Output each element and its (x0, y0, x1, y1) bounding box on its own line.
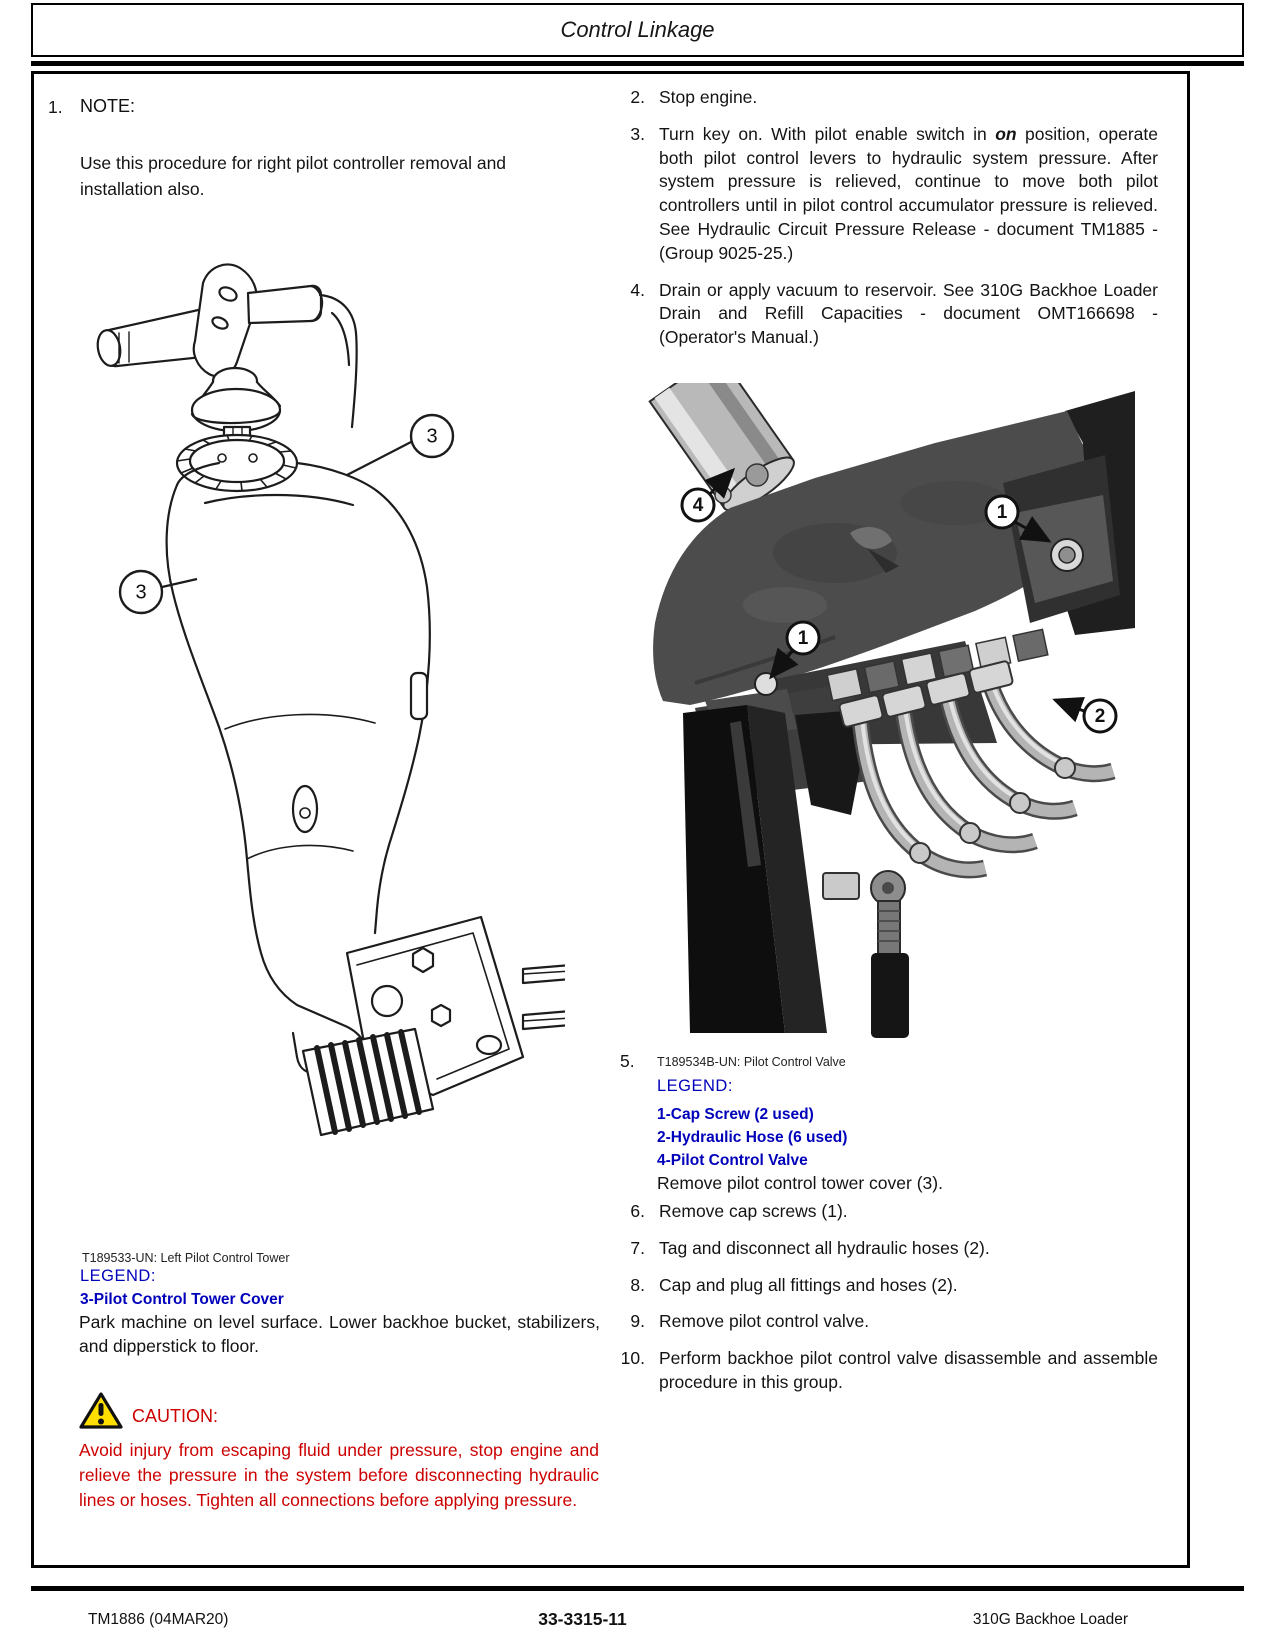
figure-left-legend-title: LEGEND: (80, 1267, 156, 1285)
step-7 (600, 1237, 1158, 1261)
park-instructions: Park machine on level surface. Lower backhoe bucket, stabilizers, and dipperstick to floor. (79, 1312, 600, 1356)
step-2 (600, 86, 1158, 110)
step-text-part: position, operate both pilot control levers to hydraulic system pressure. After system pressure is relieved, continue to move both pilot controllers until in pilot control accumulator pressure is relieved. See Hydraulic Circuit Pressure Release - document TM1885 - (Group 9025-25.) (659, 123, 1158, 263)
figure-right-legend-title: LEGEND: (657, 1077, 733, 1095)
legend-item: 1-Cap Screw (2 used) (657, 1106, 814, 1123)
step-text: Tag and disconnect all hydraulic hoses (2). (659, 1237, 990, 1258)
caution-body: Avoid injury from escaping fluid under pressure, stop engine and relieve the pressure in the system before disconnecting hydraulic lines or hoses. Tighten all connections before applying pressure. (79, 1440, 599, 1510)
procedure-steps-bottom (600, 1200, 1158, 1408)
header-title-box (31, 3, 1244, 57)
step-text: Cap and plug all fittings and hoses (2). (659, 1274, 958, 1295)
step-9 (600, 1310, 1158, 1334)
step-text: Remove pilot control valve. (659, 1311, 870, 1332)
step-3 (600, 123, 1158, 266)
step-8 (600, 1274, 1158, 1298)
step-number: 8. (630, 1274, 645, 1295)
pilot-control-tower-line-drawing (85, 253, 565, 1198)
caution-warning-icon (78, 1390, 124, 1432)
callout-3-right-label: 3 (426, 425, 438, 448)
figure-left-caption: T189533-UN: Left Pilot Control Tower (82, 1251, 290, 1265)
step-number: 9. (630, 1311, 645, 1332)
legend-item: 2-Hydraulic Hose (6 used) (657, 1129, 848, 1146)
callout-2-label: 2 (1094, 706, 1106, 728)
step-number: 10. (620, 1348, 645, 1369)
pilot-control-valve-photo (635, 383, 1135, 1038)
figure-right-legend (657, 1103, 847, 1172)
step-text (659, 123, 1158, 266)
step-5-number: 5. (620, 1051, 635, 1071)
footer-page-number: 33-3315-11 (538, 1609, 627, 1629)
callout-1-bottom-label: 1 (797, 628, 809, 650)
step-6 (600, 1200, 1158, 1224)
callout-3-left-label: 3 (135, 581, 147, 604)
note-body: Use this procedure for right pilot controller removal and installation also. (80, 153, 507, 200)
header-rule (31, 61, 1244, 66)
step-10 (600, 1347, 1158, 1395)
step-number: 3. (630, 123, 645, 144)
step-text: Perform backhoe pilot control valve disassemble and assemble procedure in this group. (659, 1348, 1158, 1392)
step-number: 4. (630, 279, 645, 300)
step-text: Drain or apply vacuum to reservoir. See 310G Backhoe Loader Drain and Refill Capacities - document OMT166698 - (Operator's Manual.) (659, 279, 1158, 348)
procedure-steps-top (600, 86, 1158, 363)
page-title: Control Linkage (560, 17, 715, 42)
step-text: Stop engine. (659, 87, 758, 107)
step-text: Remove cap screws (1). (659, 1201, 848, 1221)
step-text-emphasis: on (995, 123, 1017, 144)
footer-model: 310G Backhoe Loader (972, 1611, 1128, 1628)
step-4 (600, 279, 1158, 350)
figure-right-caption: T189534B-UN: Pilot Control Valve (657, 1055, 846, 1069)
step-number: 1. (48, 97, 63, 117)
footer-document-id: TM1886 (04MAR20) (88, 1611, 229, 1628)
step-number: 7. (630, 1237, 645, 1258)
step-text-part: Turn key on. With pilot enable switch in (659, 123, 996, 144)
step-number: 2. (630, 87, 645, 107)
callout-1-top-label: 1 (996, 502, 1008, 524)
figure-left-legend-item: 3-Pilot Control Tower Cover (80, 1291, 284, 1308)
step-number: 6. (630, 1201, 645, 1221)
callout-4-label: 4 (692, 495, 704, 517)
note-label: NOTE: (80, 96, 136, 116)
caution-label: CAUTION: (132, 1406, 219, 1426)
footer-rule (31, 1586, 1244, 1591)
legend-item: 4-Pilot Control Valve (657, 1152, 808, 1169)
step-1 (48, 96, 588, 120)
step-5-text: Remove pilot control tower cover (3). (657, 1173, 943, 1193)
